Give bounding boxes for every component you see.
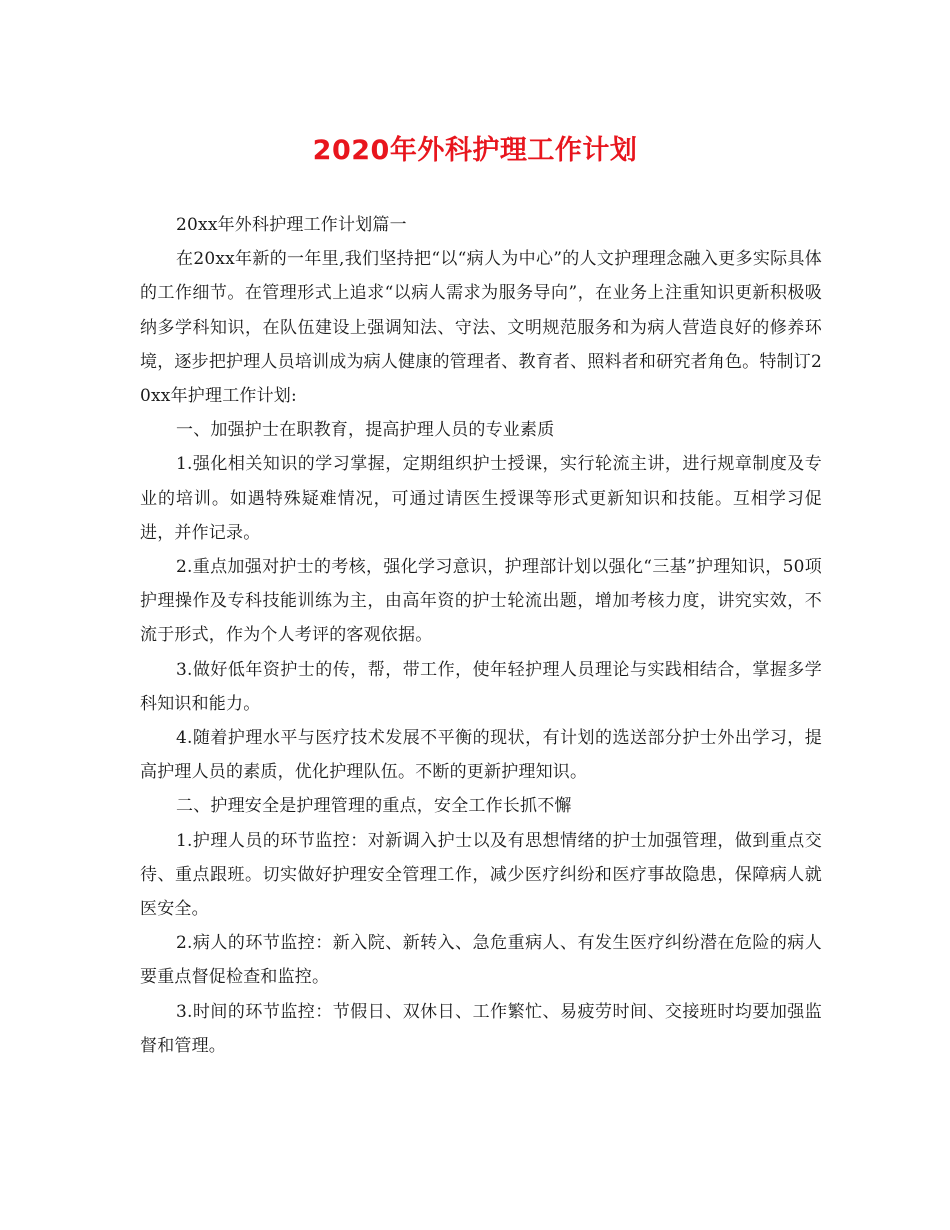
list-item: 4.随着护理水平与医疗技术发展不平衡的现状，有计划的选送部分护士外出学习，提高护理人员的素质，优化护理队伍。不断的更新护理知识。	[140, 728, 822, 783]
section-heading: 一、加强护士在职教育，提高护理人员的专业素质	[176, 420, 555, 441]
list-item: 3.时间的环节监控：节假日、双休日、工作繁忙、易疲劳时间、交接班时均要加强监督和管理。	[140, 1001, 822, 1056]
list-item: 1.护理人员的环节监控：对新调入护士以及有思想情绪的护士加强管理，做到重点交待、重点跟班。切实做好护理安全管理工作，减少医疗纠纷和医疗事故隐患，保障病人就医安全。	[140, 830, 822, 920]
section-heading: 20xx年外科护理工作计划篇一	[176, 215, 407, 235]
list-item: 2.病人的环节监控：新入院、新转入、急危重病人、有发生医疗纠纷潜在危险的病人要重点督促检查和监控。	[140, 933, 822, 988]
list-item: 3.做好低年资护士的传，帮，带工作，使年轻护理人员理论与实践相结合，掌握多学科知识和能力。	[140, 659, 822, 714]
list-item: 2.重点加强对护士的考核，强化学习意识，护理部计划以强化“三基”护理知识，50项护理操作及专科技能训练为主，由高年资的护士轮流出题，增加考核力度，讲究实效，不流于形式，作为个人考评的客观依据。	[140, 557, 822, 646]
document-title: 2020年外科护理工作计划	[312, 135, 638, 166]
document-body	[140, 208, 822, 1063]
list-item: 1.强化相关知识的学习掌握，定期组织护士授课，实行轮流主讲，进行规章制度及专业的培训。如遇特殊疑难情况，可通过请医生授课等形式更新知识和技能。互相学习促进，并作记录。	[140, 454, 822, 543]
intro-paragraph: 在20xx年新的一年里,我们坚持把“以“病人为中心”的人文护理理念融入更多实际具体的工作细节。在管理形式上追求“以病人需求为服务导向”，在业务上注重知识更新积极吸纳多学科知识，在队伍建设上强调知法、守法、文明规范服务和为病人营造良好的修养环境，逐步把护理人员培训成为病人健康的管理者、教育者、照料者和研究者角色。特制订20xx年护理工作计划:	[140, 249, 822, 407]
section-heading: 二、护理安全是护理管理的重点，安全工作长抓不懈	[176, 796, 572, 817]
